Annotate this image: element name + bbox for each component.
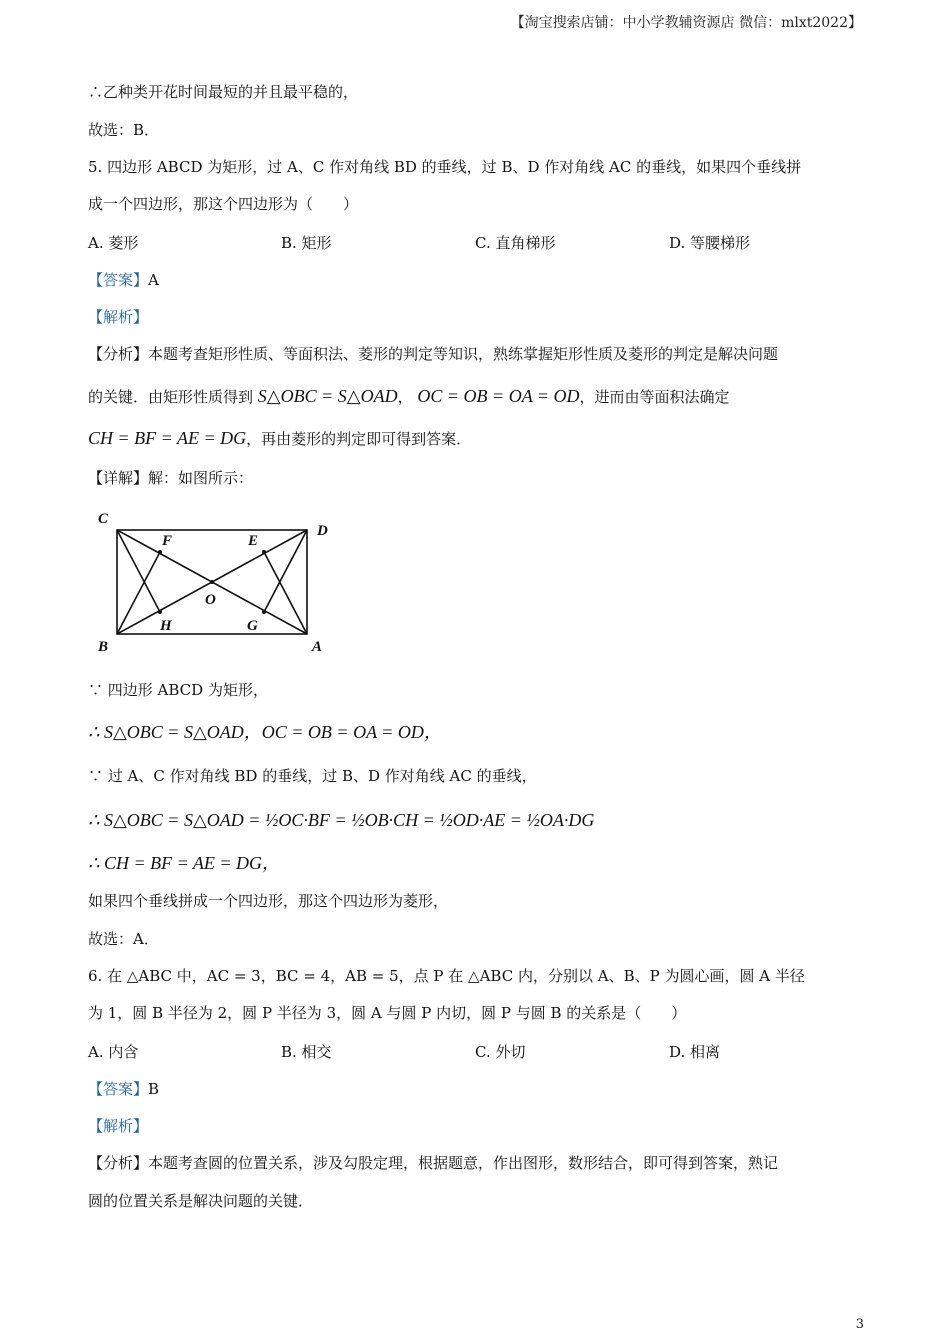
point-e [262,550,266,554]
rectangle-figure [90,508,350,658]
point-o [210,580,214,584]
q5-fenxi-eq3: CH = BF = AE = DG [88,428,247,448]
prev-choice: 故选：B． [88,121,160,139]
q5-option-c: C. 直角梯形 [475,234,556,252]
q5-detail-line [88,468,253,488]
point-g [262,610,266,614]
q5-step6: 如果四个垂线拼成一个四边形，那这个四边形为菱形， [88,892,449,910]
q5-option-a: A. 菱形 [88,234,139,252]
q6-option-b: B. 相交 [281,1043,332,1061]
label-g: G [247,618,258,634]
q5-answer-tag: 【答案】 [88,271,149,289]
label-h: H [160,618,172,634]
q6-stem-line2: 为 1，圆 B 半径为 2，圆 P 半径为 3，圆 A 与圆 P 内切，圆 P 与圆 B 的关系是（ ） [88,1004,687,1022]
q5-stem-line2: 成一个四边形，那这个四边形为（ ） [88,195,359,213]
q5-fenxi-eq1: S△OBC = S△OAD [257,386,398,406]
q6-option-a: A. 内含 [88,1043,139,1061]
label-f: F [162,533,173,549]
q5-step4: ∴ S△OBC = S△OAD = ½OC·BF = ½OB·CH = ½OD·AE = ½OA·DG [88,810,595,830]
label-b: B [98,639,109,655]
q5-detail-text: 解：如图所示： [148,469,254,487]
q5-option-b: B. 矩形 [281,234,332,252]
q6-fenxi-tag: 【分析】 [88,1154,149,1172]
q5-fenxi-line3 [88,428,471,449]
q5-step2: ∴ S△OBC = S△OAD，OC = OB = OA = OD， [88,722,442,742]
label-e: E [248,533,259,549]
q5-fenxi-line2: 的关键．由矩形性质得到 S△OBC = S△OAD， OC = OB = OA = OD，进而由等面积法确定 [88,386,730,406]
q5-answer-row [88,270,159,290]
q5-stem-line1: 5. 四边形 ABCD 为矩形，过 A、C 作对角线 BD 的垂线，过 B、D 作对角线 AC 的垂线，如果四个垂线拼 [88,158,802,176]
label-d: D [317,523,328,539]
q5-analysis-tag: 【解析】 [88,308,149,326]
q6-option-d: D. 相离 [669,1043,721,1061]
q6-analysis-tag: 【解析】 [88,1117,149,1135]
label-o: O [205,592,216,608]
q6-fenxi-text1: 本题考查圆的位置关系，涉及勾股定理，根据题意，作出图形，数形结合，即可得到答案，熟记 [148,1154,779,1172]
q5-fenxi-line1 [88,344,778,364]
page-number: 3 [855,1317,864,1332]
point-f [158,550,162,554]
label-c: C [98,511,109,527]
q6-answer-row [88,1079,159,1099]
q5-option-d: D. 等腰梯形 [669,234,751,252]
q6-fenxi-line1 [88,1153,778,1173]
q5-fenxi-tag: 【分析】 [88,345,149,363]
q5-answer: A [148,271,159,289]
q5-step3: ∵ 过 A、C 作对角线 BD 的垂线，过 B、D 作对角线 AC 的垂线， [88,767,537,785]
q5-detail-tag: 【详解】 [88,469,149,487]
prev-conclusion: ∴乙种类开花时间最短的并且最平稳的， [88,83,359,101]
label-a: A [312,639,323,655]
q6-stem-line1: 6. 在 △ABC 中，AC = 3，BC = 4，AB = 5，点 P 在 △ABC 内，分别以 A、B、P 为圆心画，圆 A 半径 [88,967,805,985]
page-header: 【淘宝搜索店铺：中小学教辅资源店 微信：mlxt2022】 [510,15,862,31]
q5-fenxi-text2a: 的关键．由矩形性质得到 [88,388,254,406]
q5-fenxi-text1: 本题考查矩形性质、等面积法、菱形的判定等知识，熟练掌握矩形性质及菱形的判定是解决问题 [148,345,779,363]
q5-step5: ∴ CH = BF = AE = DG， [88,853,281,873]
q5-fenxi-eq2: OC = OB = OA = OD [417,386,580,406]
q5-fenxi-text2b: ，进而由等面积法确定 [579,388,730,406]
q6-fenxi-line2: 圆的位置关系是解决问题的关键． [88,1192,314,1210]
q6-answer: B [148,1080,160,1098]
q6-answer-tag: 【答案】 [88,1080,149,1098]
q5-choice: 故选：A． [88,930,159,948]
q5-step1: ∵ 四边形 ABCD 为矩形， [88,681,268,699]
q6-option-c: C. 外切 [475,1043,526,1061]
point-h [158,610,162,614]
q5-fenxi-text3b: ，再由菱形的判定即可得到答案． [246,430,472,448]
